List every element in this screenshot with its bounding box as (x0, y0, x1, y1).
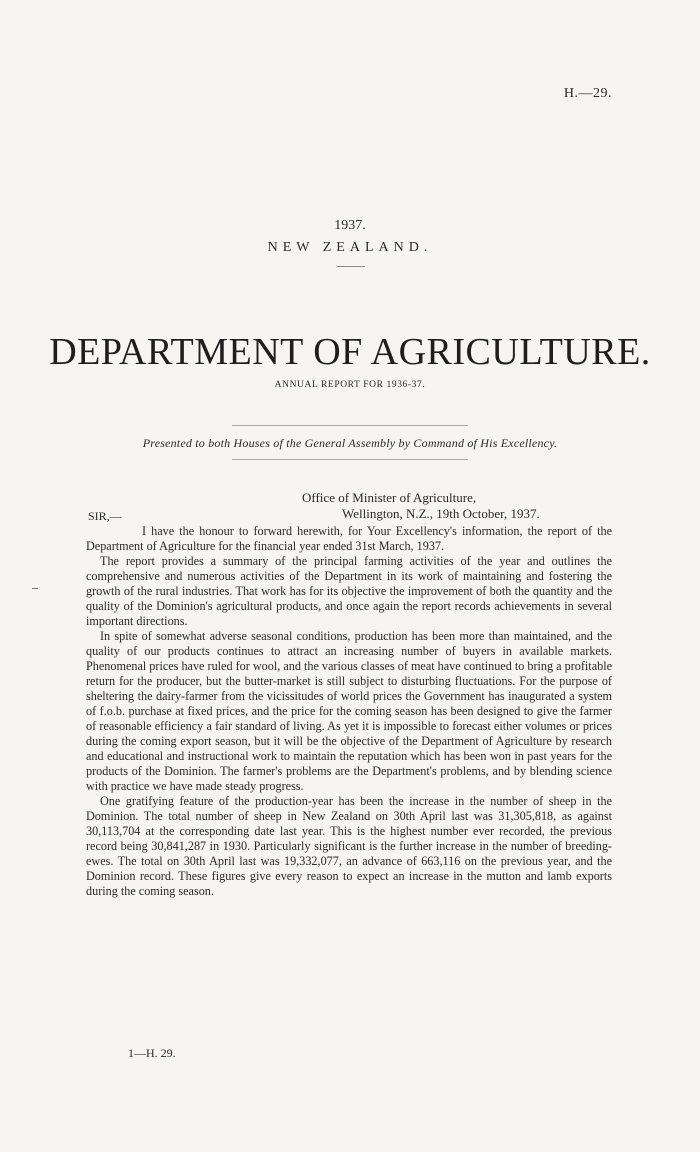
paragraph: I have the honour to forward herewith, for Your Excellency's information, the report of the Department of Agriculture for the financial year ended 31st March, 1937. (86, 524, 612, 553)
paragraph: One gratifying feature of the production-year has been the increase in the number of sheep in the Dominion. The total number of sheep in New Zealand on 30th April last was 31,305,818, as against 30,113,704 at the corresponding date last year. This is the highest number ever recorded, the previous record being 30,841,287 in 1930. Particularly significant is the further increase in the number of breeding-ewes. The total on 30th April last was 19,332,077, an advance of 663,116 on the previous year, and the Dominion record. These figures give every reason to expect an increase in the mutton and lamb exports during the coming season. (86, 794, 612, 898)
document-reference: H.—29. (563, 86, 612, 101)
divider-top (232, 425, 468, 426)
office-address (302, 490, 540, 522)
presented-line: Presented to both Houses of the General Assembly by Command of His Excellency. (142, 436, 558, 450)
paragraph: In spite of somewhat adverse seasonal conditions, production has been more than maintained, and the quality of our products continues to attract an increasing number of buyers in available markets. Phenomenal prices have ruled for wool, and the various classes of meat have continued to bring a profitable return for the producer, but the butter-market is still subject to disturbing fluctuations. For the purpose of sheltering the dairy-farmer from the vicissitudes of world prices the Government has inaugurated a system of f.o.b. purchase at fixed prices, and the price for the coming season has been designed to give the farmer of reasonable efficiency a fair standard of living. As yet it is impossible to forecast either volumes or prices during the coming export season, but it will be the objective of the Department of Agriculture by research and educational and instructional work to maintain the reputation which has been won in past years for the products of the Dominion. The farmer's problems are the Department's problems, and by blending science with practice we have made steady progress. (86, 629, 612, 793)
page-title: DEPARTMENT OF AGRICULTURE. (49, 331, 651, 373)
page-reference: 1—H. 29. (128, 1046, 176, 1060)
office-line-1: Office of Minister of Agriculture, (302, 490, 477, 505)
letter-body (86, 524, 612, 899)
office-line-2: Wellington, N.Z., 19th October, 1937. (342, 506, 540, 521)
paragraph: The report provides a summary of the principal farming activities of the year and outlines the comprehensive and numerous activities of the Department in its work of maintaining and fostering the growth of the rural industries. That work has for its objective the improvement of both the quantity and the quality of the Dominion's agricultural products, and once again the report records achievements in several important directions. (86, 554, 612, 628)
margin-mark (32, 588, 38, 589)
report-year: 1937. (334, 218, 366, 233)
report-subtitle: ANNUAL REPORT FOR 1936-37. (274, 380, 426, 390)
salutation: SIR,— (88, 509, 122, 523)
divider-bottom (232, 459, 468, 460)
country-name: NEW ZEALAND. (267, 240, 433, 255)
divider-short (337, 266, 365, 267)
